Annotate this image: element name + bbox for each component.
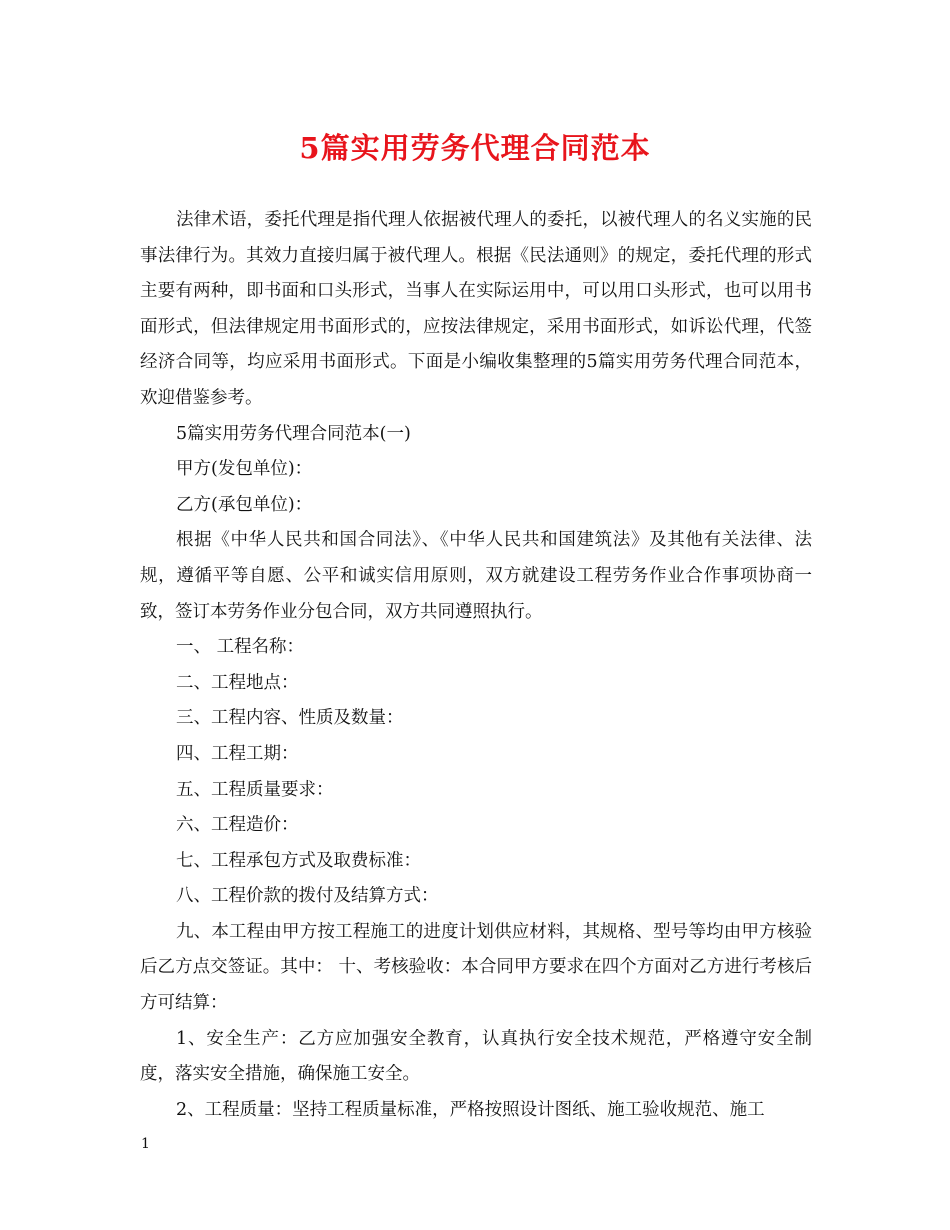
- contract-heading: 5篇实用劳务代理合同范本(一): [176, 423, 411, 444]
- clause-project-cost: 六、工程造价：: [176, 815, 299, 836]
- clause-project-name: 一、 工程名称：: [176, 637, 305, 658]
- clause-project-location: 二、工程地点：: [176, 672, 299, 693]
- clause-payment-settlement: 八、工程价款的拨付及结算方式：: [176, 886, 439, 907]
- legal-basis-paragraph: 根据《中华人民共和国合同法》、《中华人民共和国建筑法》及其他有关法律、法规，遵循平等自愿、公平和诚实信用原则，双方就建设工程劳务作业合作事项协商一致，签订本劳务作业分包合同，双方共同遵照执行。: [140, 530, 812, 622]
- page-number: 1: [141, 1136, 150, 1152]
- clause-project-content: 三、工程内容、性质及数量：: [176, 708, 404, 729]
- clause-quality-requirements: 五、工程质量要求：: [176, 779, 334, 800]
- document-body: [140, 203, 812, 1128]
- intro-paragraph: 法律术语，委托代理是指代理人依据被代理人的委托，以被代理人的名义实施的民事法律行为。其效力直接归属于被代理人。根据《民法通则》的规定，委托代理的形式主要有两种，即书面和口头形式，当事人在实际运用中，可以用口头形式，也可以用书面形式，但法律规定用书面形式的，应按法律规定，采用书面形式，如诉讼代理，代签经济合同等，均应采用书面形式。下面是小编收集整理的5篇实用劳务代理合同范本，欢迎借鉴参考。: [140, 210, 812, 408]
- item-safety-production: 1、安全生产：乙方应加强安全教育，认真执行安全技术规范，严格遵守安全制度，落实安全措施，确保施工安全。: [140, 1028, 812, 1085]
- item-project-quality: 2、工程质量：坚持工程质量标准，严格按照设计图纸、施工验收规范、施工: [176, 1099, 765, 1120]
- clause-contracting-method: 七、工程承包方式及取费标准：: [176, 850, 421, 871]
- clause-materials-inspection: 九、本工程由甲方按工程施工的进度计划供应材料，其规格、型号等均由甲方核验后乙方点交签证。其中： 十、考核验收：本合同甲方要求在四个方面对乙方进行考核后方可结算：: [140, 921, 812, 1014]
- party-b-line: 乙方(承包单位)：: [176, 494, 313, 515]
- party-a-line: 甲方(发包单位)：: [176, 459, 313, 480]
- clause-project-duration: 四、工程工期：: [176, 743, 299, 764]
- document-title: 5篇实用劳务代理合同范本: [299, 131, 651, 165]
